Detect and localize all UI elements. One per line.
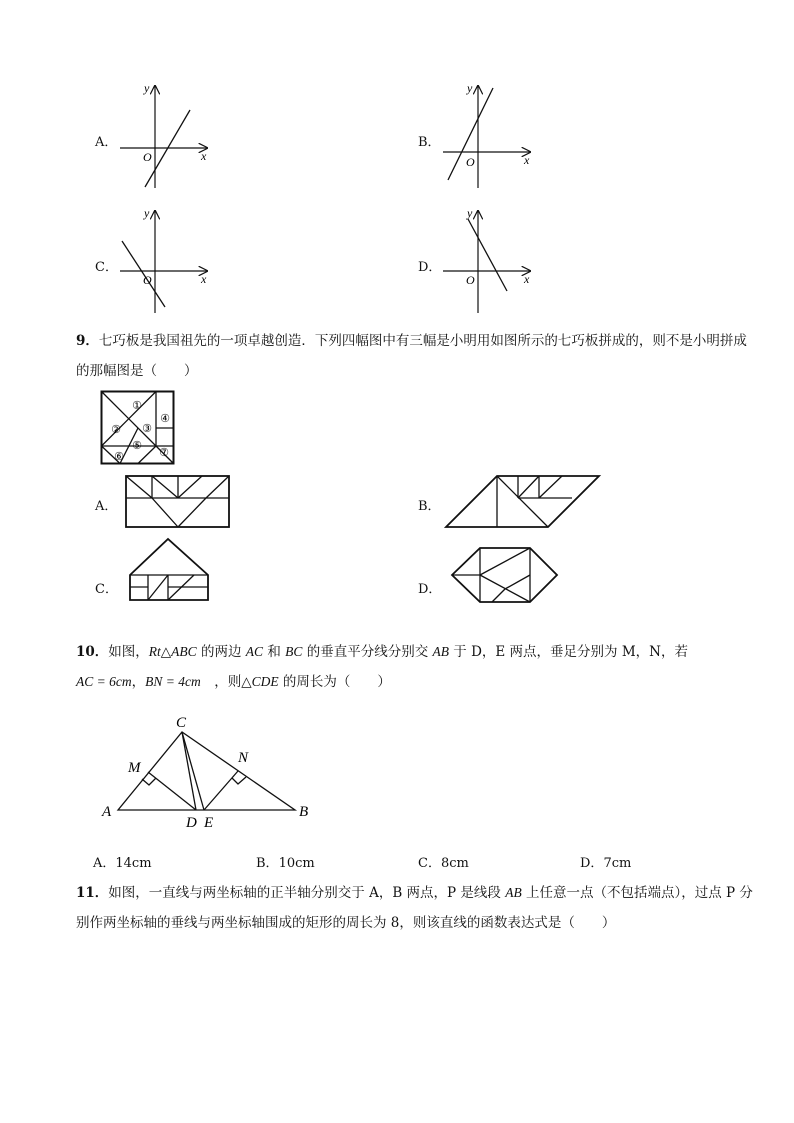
origin-label: O: [466, 273, 475, 287]
label-c: C: [176, 715, 187, 731]
answer-letter: C．: [418, 856, 441, 871]
y-label: y: [144, 206, 150, 220]
q10-line-1: [76, 637, 756, 667]
q10-rt-abc: Rt△ABC: [148, 644, 197, 659]
triangle-abc: [118, 732, 295, 810]
piece-6-label: ⑥: [114, 451, 124, 463]
q10-text: 于 D，E 两点，垂足分别为 M，N，若: [449, 644, 688, 660]
x-label: x: [524, 272, 530, 286]
q10-cond-bn: BN = 4cm: [145, 674, 201, 689]
q8-option-a-label: A．: [95, 135, 118, 150]
q10-answer-a: [93, 852, 152, 871]
q10-text: 的两边: [196, 644, 246, 660]
q10-text: 的垂直平分线分别交: [302, 644, 433, 660]
q8-graph-c: [115, 205, 215, 317]
q10-ab: AB: [432, 644, 449, 659]
question-number: 11．: [76, 885, 109, 901]
y-label: y: [467, 206, 473, 220]
q10-text: 如图，: [108, 644, 149, 660]
answer-value: 14cm: [115, 856, 152, 871]
answer-letter: D．: [580, 856, 604, 871]
question-9: [76, 326, 756, 386]
q10-bc: BC: [285, 644, 303, 659]
question-number: 9．: [76, 333, 99, 349]
q10-triangle-figure: [100, 710, 322, 832]
answer-letter: A．: [93, 856, 116, 871]
label-d: D: [186, 815, 197, 831]
q9-option-b-label: B．: [418, 499, 441, 514]
question-11: [76, 878, 756, 938]
origin-label: O: [466, 155, 475, 169]
y-label: y: [467, 81, 473, 95]
segment-ne: [204, 771, 238, 810]
piece-4-label: ④: [160, 413, 170, 425]
piece-7-label: ⑦: [159, 447, 169, 459]
q10-answer-c: [418, 852, 469, 871]
piece-1-label: ①: [132, 400, 142, 412]
q8-option-d-label: D．: [418, 260, 442, 275]
q10-answer-b: [256, 852, 315, 871]
label-e: E: [204, 815, 214, 831]
q10-ac: AC: [245, 644, 264, 659]
segment-md: [148, 772, 196, 810]
origin-label: O: [143, 150, 152, 164]
q9-option-c-label: C．: [95, 582, 118, 597]
q11-text: 上任意一点（不包括端点），过点 P 分别作两坐标轴的垂线与两坐标轴围成的矩形的周长为 8，则该直线的函数表达式是（ ）: [76, 885, 753, 931]
q10-text: 的周长为（ ）: [278, 674, 391, 690]
q8-graph-a: [115, 80, 215, 192]
q9-option-d-label: D．: [418, 582, 442, 597]
q8-graph-d: [438, 205, 538, 317]
label-n: N: [238, 750, 249, 766]
q8-option-b-label: B．: [418, 135, 441, 150]
piece-5-label: ⑤: [132, 440, 142, 452]
piece-2-label: ②: [111, 424, 121, 436]
right-angle-n: [232, 777, 246, 784]
q9-figure-d: [450, 545, 562, 605]
x-label: x: [201, 149, 207, 163]
segment-cd: [182, 732, 196, 810]
label-a: A: [102, 804, 112, 820]
x-label: x: [524, 153, 530, 167]
q9-figure-b: [444, 474, 602, 530]
q9-option-a-label: A．: [95, 499, 118, 514]
question-number: 10．: [76, 644, 109, 660]
y-label: y: [144, 81, 150, 95]
x-label: x: [201, 272, 207, 286]
segment-ce: [182, 732, 204, 810]
question-text: 七巧板是我国祖先的一项卓越创造．下列四幅图中有三幅是小明用如图所示的七巧板拼成的，则不是小明拼成的那幅图是（ ）: [76, 333, 747, 379]
origin-label: O: [143, 273, 152, 287]
q10-line-2: [76, 667, 756, 697]
q11-ab: AB: [505, 885, 522, 900]
q10-text: 和: [263, 644, 286, 660]
q9-figure-c: [128, 537, 212, 603]
q10-sep: ，: [131, 674, 146, 690]
q10-cond-ac: AC = 6cm: [76, 674, 132, 689]
q10-cde: △CDE: [241, 674, 279, 689]
answer-value: 10cm: [278, 856, 315, 871]
answer-value: 7cm: [603, 856, 632, 871]
q10-text: ，则: [200, 674, 242, 690]
q10-answer-d: [580, 852, 631, 871]
q8-graph-b: [438, 80, 538, 192]
answer-value: 8cm: [440, 856, 469, 871]
piece-3-label: ③: [142, 423, 152, 435]
question-10: [76, 637, 756, 697]
q9-figure-a: [124, 474, 232, 530]
tangram-square: [100, 390, 180, 466]
answer-letter: B．: [256, 856, 279, 871]
q11-text: 如图，一直线与两坐标轴的正半轴分别交于 A，B 两点，P 是线段: [108, 885, 506, 901]
label-m: M: [128, 760, 141, 776]
q8-option-c-label: C．: [95, 260, 118, 275]
label-b: B: [299, 804, 309, 820]
